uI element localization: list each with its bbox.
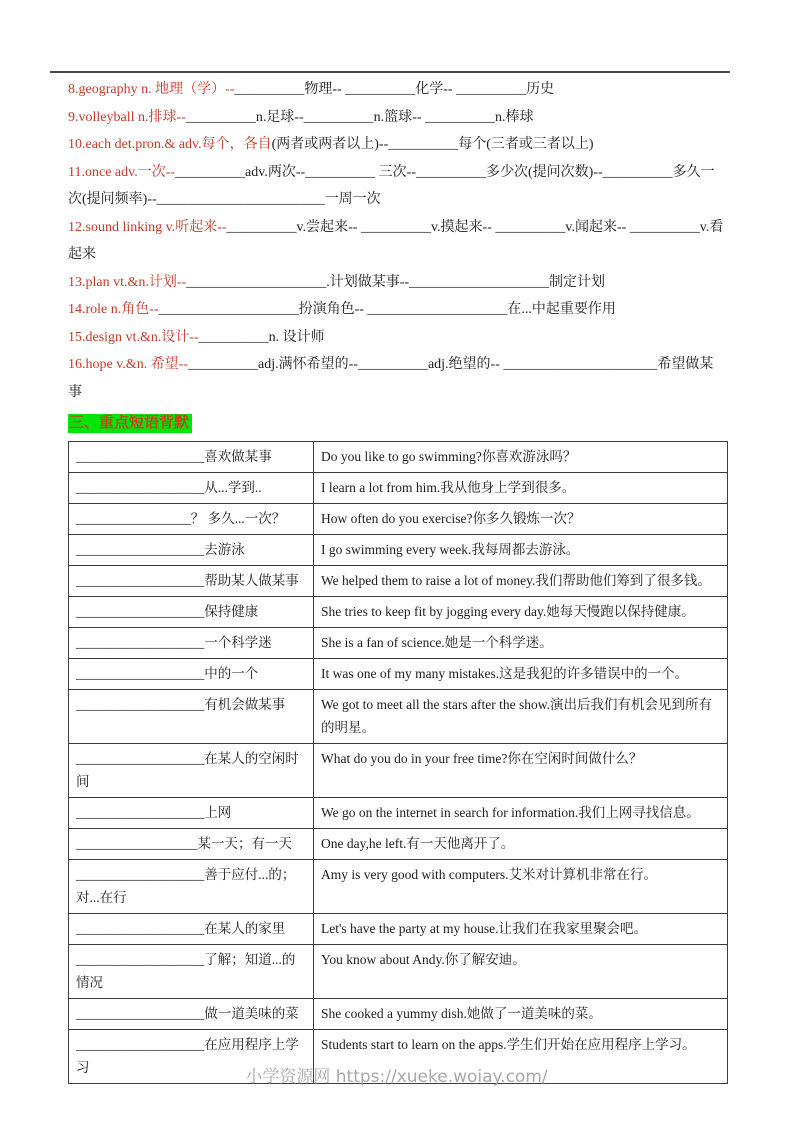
example-cell — [314, 914, 728, 945]
vocab-fill-blanks: __________v.尝起来-- __________v.摸起来-- __________v.闻起来-- __________v.看起来 — [68, 219, 724, 262]
phrase-cell — [69, 504, 314, 535]
example-sentence: Do you like to go swimming?你喜欢游泳吗？ — [321, 449, 577, 464]
phrase-cell — [69, 597, 314, 628]
phrase-cell — [69, 945, 314, 999]
phrase-cell — [69, 628, 314, 659]
table-row — [69, 473, 728, 504]
vocab-fill-blanks: ____________________.计划做某事--____________________制定计划 — [186, 274, 606, 290]
fill-blank: ___________________ — [76, 921, 205, 936]
phrase-label: ？ 多久...一次？ — [190, 511, 286, 526]
footer-site-name: 小学资源网 — [245, 1067, 331, 1087]
example-cell — [314, 535, 728, 566]
example-cell — [314, 628, 728, 659]
phrase-cell — [69, 659, 314, 690]
fill-blank: __________________ — [76, 836, 198, 851]
table-row — [69, 798, 728, 829]
example-sentence: It was one of my many mistakes.这是我犯的许多错误中的一个。 — [321, 666, 689, 681]
vocab-term: 13.plan vt.&n.计划-- — [68, 274, 187, 290]
phrase-label: 去游泳 — [204, 542, 245, 557]
example-sentence: I learn a lot from him.我从他身上学到很多。 — [321, 480, 576, 495]
fill-blank: ___________________ — [76, 952, 205, 967]
phrase-label: 在应用程序上学习 — [76, 1037, 299, 1075]
fill-blank: ___________________ — [76, 805, 205, 820]
example-cell — [314, 744, 728, 798]
vocab-item — [68, 296, 727, 324]
fill-blank: ___________________ — [76, 573, 205, 588]
example-cell — [314, 999, 728, 1030]
phrase-cell — [69, 442, 314, 473]
vocab-term: 11.once adv.一次-- — [68, 164, 176, 180]
example-sentence: We go on the internet in search for information.我们上网寻找信息。 — [321, 805, 700, 820]
vocab-item — [68, 269, 727, 297]
table-row — [69, 999, 728, 1030]
fill-blank: ___________________ — [76, 751, 205, 766]
phrase-label: 在某人的空闲时间 — [76, 751, 299, 789]
phrase-label: 了解；知道...的情况 — [76, 952, 296, 990]
fill-blank: ___________________ — [76, 480, 205, 495]
fill-blank: ___________________ — [76, 542, 205, 557]
table-row — [69, 659, 728, 690]
vocab-fill-blanks: __________adj.满怀希望的--__________adj.绝望的-- ______________________希望做某事 — [68, 357, 714, 400]
example-sentence: She tries to keep fit by jogging every day.她每天慢跑以保持健康。 — [321, 604, 695, 619]
example-sentence: We helped them to raise a lot of money.我们帮助他们筹到了很多钱。 — [321, 573, 711, 588]
section-heading — [68, 413, 727, 434]
vocab-fill-blanks: __________n. 设计师 — [198, 329, 325, 345]
example-sentence: We got to meet all the stars after the show.演出后我们有机会见到所有的明星。 — [321, 697, 712, 735]
phrase-label: 保持健康 — [204, 604, 259, 619]
vocab-term: 15.design vt.&n.设计-- — [68, 329, 199, 345]
fill-blank: ___________________ — [76, 666, 205, 681]
phrase-cell — [69, 798, 314, 829]
footer-url: https://xueke.woiay.com/ — [335, 1067, 548, 1087]
table-row — [69, 860, 728, 914]
vocab-term: 10.each det.pron.& adv.每个，各自 — [68, 137, 272, 152]
phrase-table — [68, 441, 728, 1084]
phrase-label: 一个科学迷 — [204, 635, 272, 650]
table-row — [69, 945, 728, 999]
vocab-term: 9.volleyball n.排球-- — [68, 109, 186, 125]
fill-blank: ___________________ — [76, 635, 205, 650]
example-cell — [314, 860, 728, 914]
fill-blank: _________________ — [76, 511, 191, 526]
vocab-list — [68, 76, 727, 406]
example-sentence: I go swimming every week.我每周都去游泳。 — [321, 542, 580, 557]
phrase-cell — [69, 860, 314, 914]
phrase-label: 帮助某人做某事 — [204, 573, 299, 588]
phrase-cell — [69, 829, 314, 860]
footer — [0, 1062, 793, 1087]
vocab-item — [68, 351, 727, 406]
example-sentence: She is a fan of science.她是一个科学迷。 — [321, 635, 553, 650]
vocab-item — [68, 131, 727, 159]
phrase-cell — [69, 473, 314, 504]
example-sentence: Amy is very good with computers.艾米对计算机非常在行。 — [321, 867, 657, 882]
vocab-fill-blanks: __________物理-- __________化学-- __________历史 — [234, 82, 555, 97]
vocab-fill-blanks: __________n.足球--__________n.篮球-- __________n.棒球 — [185, 109, 534, 125]
phrase-table-body — [69, 442, 728, 1084]
example-cell — [314, 597, 728, 628]
phrase-label: 从...学到.. — [204, 480, 262, 495]
example-cell — [314, 473, 728, 504]
vocab-item — [68, 76, 727, 104]
phrase-label: 有机会做某事 — [204, 697, 286, 712]
phrase-cell — [69, 535, 314, 566]
vocab-item — [68, 159, 727, 214]
example-cell — [314, 504, 728, 535]
vocab-fill-blanks: ____________________扮演角色-- ____________________在...中起重要作用 — [158, 302, 616, 317]
vocab-item — [68, 324, 727, 352]
vocab-term: 12.sound linking v.听起来-- — [68, 219, 227, 235]
example-sentence: Let's have the party at my house.让我们在我家里聚会吧。 — [321, 921, 648, 936]
table-row — [69, 690, 728, 744]
example-sentence: One day,he left.有一天他离开了。 — [321, 836, 515, 851]
example-cell — [314, 690, 728, 744]
example-sentence: Students start to learn on the apps.学生们开始在应用程序上学习。 — [321, 1037, 696, 1052]
example-sentence: What do you do in your free time?你在空闲时间做什么？ — [321, 751, 643, 766]
vocab-term: 16.hope v.&n. 希望-- — [68, 357, 189, 372]
phrase-label: 在某人的家里 — [204, 921, 286, 936]
table-row — [69, 914, 728, 945]
table-row — [69, 442, 728, 473]
example-cell — [314, 945, 728, 999]
table-row — [69, 829, 728, 860]
phrase-cell — [69, 914, 314, 945]
phrase-label: 中的一个 — [204, 666, 259, 681]
vocab-fill-blanks: __________adv.两次--__________ 三次--__________多少次(提问次数)--__________多久一次(提问频率)--________________________一周一次 — [68, 164, 715, 207]
vocab-item — [68, 104, 727, 132]
vocab-term: 8.geography n. 地理（学）-- — [68, 82, 235, 97]
phrase-label: 善于应付...的；对...在行 — [76, 867, 296, 905]
example-cell — [314, 659, 728, 690]
example-cell — [314, 442, 728, 473]
phrase-label: 做一道美味的菜 — [204, 1006, 299, 1021]
fill-blank: ___________________ — [76, 867, 205, 882]
phrase-label: 上网 — [204, 805, 232, 820]
table-row — [69, 597, 728, 628]
example-cell — [314, 829, 728, 860]
vocab-item — [68, 214, 727, 269]
phrase-cell — [69, 744, 314, 798]
phrase-cell — [69, 566, 314, 597]
fill-blank: ___________________ — [76, 604, 205, 619]
vocab-term: 14.role n.角色-- — [68, 302, 159, 317]
table-row — [69, 744, 728, 798]
fill-blank: ___________________ — [76, 697, 205, 712]
fill-blank: ___________________ — [76, 1037, 205, 1052]
header-divider — [50, 71, 730, 73]
example-sentence: You know about Andy.你了解安迪。 — [321, 952, 526, 967]
example-sentence: She cooked a yummy dish.她做了一道美味的菜。 — [321, 1006, 602, 1021]
vocab-fill-blanks: (两者或两者以上)--__________每个(三者或三者以上) — [271, 137, 594, 152]
phrase-cell — [69, 690, 314, 744]
fill-blank: ___________________ — [76, 449, 205, 464]
example-cell — [314, 798, 728, 829]
table-row — [69, 535, 728, 566]
example-cell — [314, 566, 728, 597]
fill-blank: ___________________ — [76, 1006, 205, 1021]
section-heading-text: 三、重点短语背默 — [68, 414, 192, 433]
table-row — [69, 566, 728, 597]
phrase-cell — [69, 999, 314, 1030]
example-sentence: How often do you exercise?你多久锻炼一次？ — [321, 511, 581, 526]
phrase-label: 某一天；有一天 — [197, 836, 292, 851]
table-row — [69, 504, 728, 535]
phrase-label: 喜欢做某事 — [204, 449, 272, 464]
table-row — [69, 628, 728, 659]
